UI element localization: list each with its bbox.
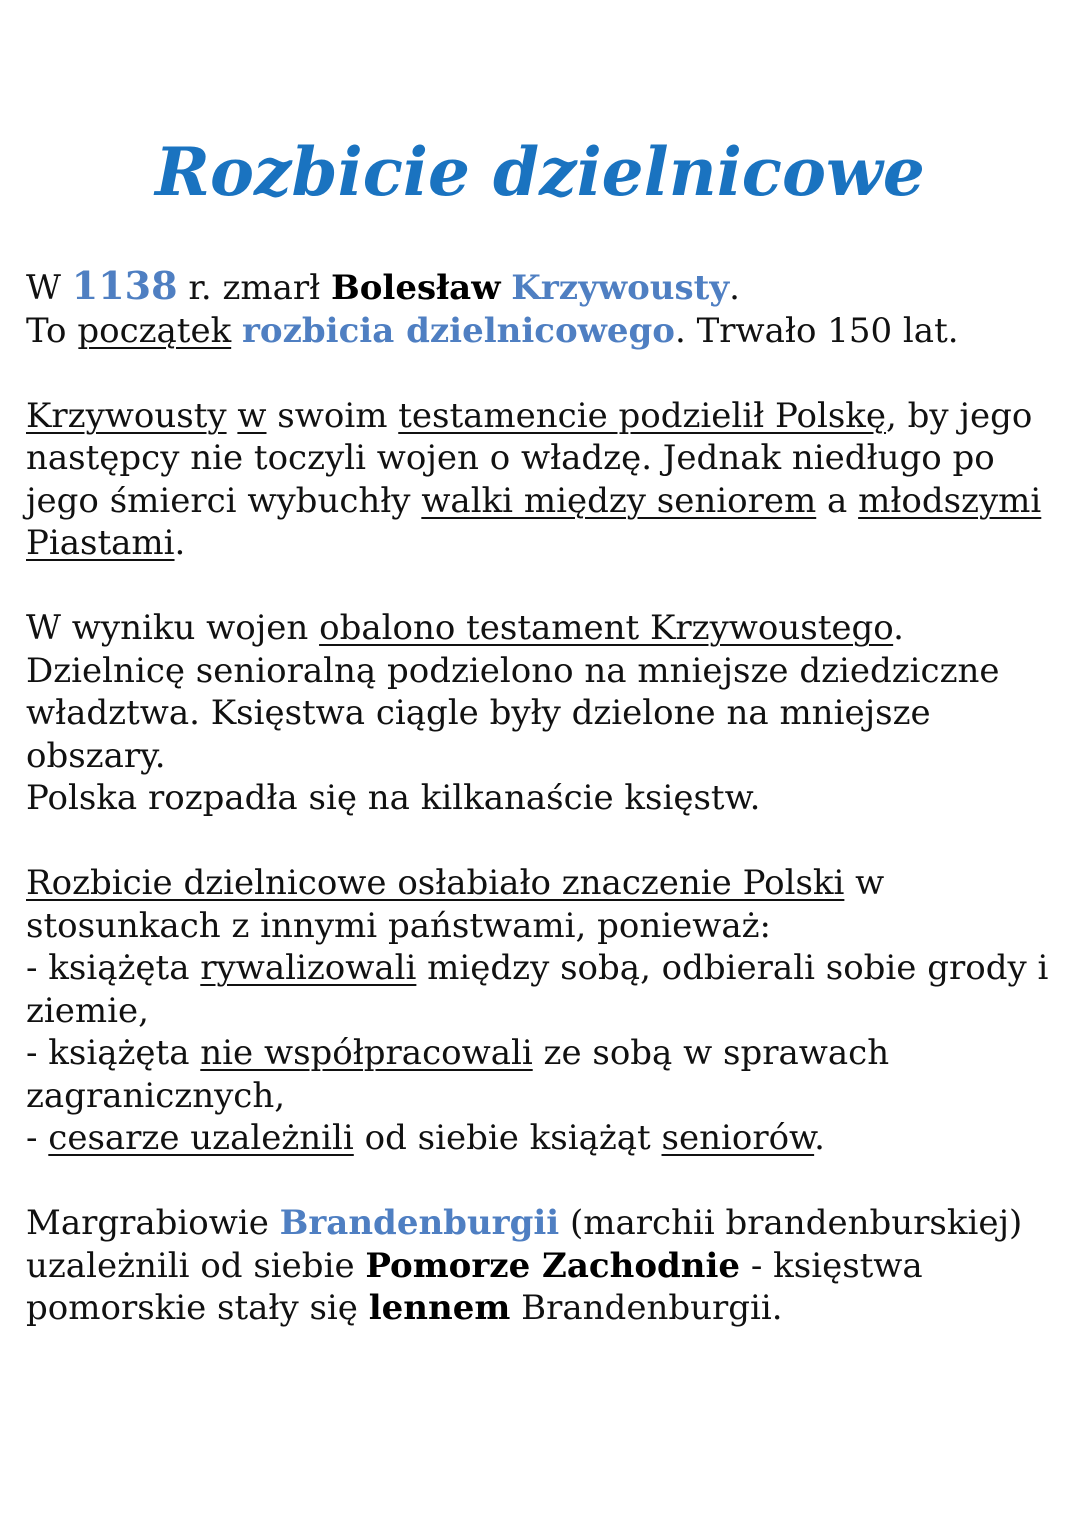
underlined-w: w [237,395,267,436]
underlined-obalono-testament: obalono testament Krzywoustego [319,608,894,648]
name-krzywousty: Krzywousty [511,268,730,308]
underlined-krzywousty: Krzywousty [26,395,227,436]
paragraph-intro [26,265,1066,352]
term-rozbicia-dzielnicowego: rozbicia dzielnicowego [242,310,675,351]
text-segment: ze sobą w sprawach zagranicznych, [26,1033,890,1116]
text-segment: , by jego następcy nie toczyli wojen o władzę. Jednak niedługo po jego śmierci wybuchły [26,395,1033,521]
list-item-marker: - książęta [26,1033,201,1073]
text-segment: Margrabiowie [26,1203,280,1243]
text-segment: . [174,523,186,563]
text-segment [500,268,511,308]
underlined-rywalizowali: rywalizowali [200,948,417,988]
document-body [26,265,1066,1372]
text-segment: a [816,480,859,521]
text-segment [231,311,242,351]
page-title: Rozbicie dzielnicowe [155,133,925,211]
term-brandenburgii: Brandenburgii [279,1203,560,1243]
paragraph-oslabienie [26,862,1066,1160]
text-segment: W [26,268,72,308]
text-segment: Dzielnicę senioralną podzielono na mniejsze dziedziczne władztwa. Księstwa ciągle były dzielone na mniejsze obszary. [26,650,1000,776]
list-item-marker: - książęta [26,948,201,988]
text-segment: (marchii brandenburskiej) uzależnili od siebie [26,1203,1023,1286]
text-segment: . [729,268,740,308]
text-segment: Polska rozpadła się na kilkanaście księstw. [26,778,761,818]
year-1138: 1138 [71,263,178,308]
text-segment: swoim [266,395,399,436]
text-segment: W wyniku wojen [26,608,320,648]
paragraph-testament [26,395,1066,565]
name-boleslaw: Bolesław [330,268,501,308]
term-lennem: lennem [368,1288,511,1328]
text-segment: - księstwa pomorskie stały się [26,1245,923,1328]
text-segment: . [893,608,904,648]
underlined-poczatek: początek [77,310,232,351]
text-segment [227,396,238,436]
underlined-walki: walki między seniorem [421,480,817,521]
underlined-rozbicie-oslabialo: Rozbicie dzielnicowe osłabiało znaczenie Polski [26,863,845,903]
underlined-nie-wspolpracowali: nie współpracowali [200,1033,533,1073]
paragraph-wojny [26,607,1066,820]
text-segment: między sobą, odbierali sobie grody i ziemie, [26,948,1049,1031]
text-segment: . [814,1118,825,1158]
text-segment: . Trwało 150 lat. [675,310,959,351]
text-segment: w stosunkach z innymi państwami, ponieważ: [26,863,885,946]
text-segment: To [26,310,78,351]
underlined-cesarze-uzaleznili: cesarze uzależnili [48,1118,354,1158]
underlined-mlodszymi-piastami: młodszymi Piastami [26,480,1042,563]
paragraph-brandenburgia [26,1202,1066,1330]
term-pomorze-zachodnie: Pomorze Zachodnie [365,1245,741,1286]
text-segment: r. zmarł [177,268,331,308]
underlined-testament-phrase: testamencie podzielił Polskę [398,395,887,436]
underlined-seniorow: seniorów [661,1118,815,1158]
text-segment: Brandenburgii. [510,1288,783,1328]
list-item-marker: - [26,1118,49,1158]
text-segment: od siebie książąt [353,1118,662,1158]
